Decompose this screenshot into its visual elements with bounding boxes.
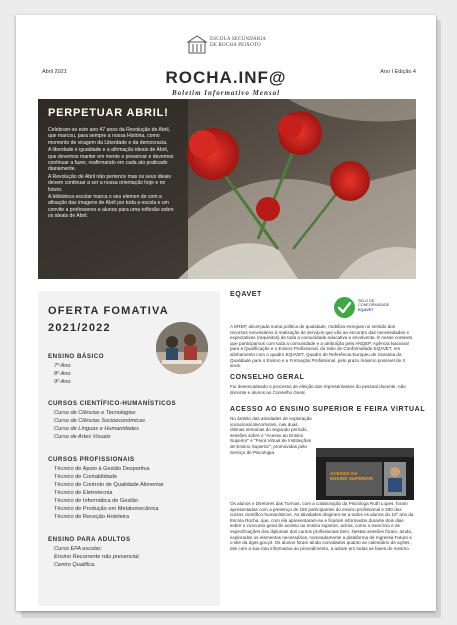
hero-paragraph: A Revolução de Abril não pertence mas os seus ideais devem continuar a ser a nossa orientação hoje e no futuro.	[48, 173, 171, 193]
eqavet-seal-text	[358, 299, 414, 312]
list-item: Curso de Línguas e Humanidades	[54, 426, 139, 432]
conselho-heading: CONSELHO GERAL	[230, 374, 305, 381]
masthead-subtitle: Boletim Informativo Mensal	[171, 89, 281, 97]
eqavet-seal-line: EQAVET	[358, 307, 374, 312]
conselho-text: Foi desencadeado o processo de eleição dos representantes do pessoal docente, não docente e alunos ao Conselho Geral.	[230, 384, 406, 395]
hero-banner	[38, 99, 416, 279]
hero-paragraph: A biblioteca escolar marca o seu elemen de com a afixação das imagens de Abril por toda a escola e um convite a professores e alunos para uma reflexão sobre os ideais de Abril.	[48, 194, 174, 220]
issue-number: Ano I Edição 4	[380, 69, 416, 75]
newsletter-page	[16, 15, 436, 611]
school-name	[210, 37, 270, 49]
checkmark-icon	[334, 297, 355, 318]
eqavet-seal	[334, 297, 414, 321]
acesso-body: Os alunos e Diretores das Turmas, com a colaboração da Psicóloga Ruth Lopes, foram apresentadas com a presença de 180 participantes do ensino profissional e 260 dos cursos científico-humanísticos. As atividades dirigiram-se a todos os alunos do 12º ano da Escola Rocha, que, com ela apresentaram-se e ficaram informados durante dois dias sobre o concurso geral de acesso ao ensino superior, acima, como o exercício e as especificações dos diplomas dos cursos profissionais bem. Nestas sessões foram, ainda, explorados os elementos necessários, nomeadamente a plataforma de Ingressa Futuro e o site da dges.gov.pt. Os alunos foram ainda convidados quanto ao calendário de ações, tais com a sua rota informativa ao procedimento, a adotar em todas as fases do mesmo.	[230, 501, 414, 551]
adultos-heading: ENSINO PARA ADULTOS	[48, 536, 131, 543]
eqavet-heading: EQAVET	[230, 291, 262, 298]
ensino-basico-heading: ENSINO BÁSICO	[48, 353, 105, 360]
list-item: Centro Qualifica.	[54, 562, 96, 568]
students-photo	[156, 322, 208, 374]
hero-title: PERPETUAR ABRIL!	[48, 107, 169, 119]
list-item: Curso de Artes Visuais	[54, 434, 111, 440]
students-photo-image	[156, 322, 208, 374]
list-item: Curso de Ciências Socioeconómicas	[54, 418, 146, 424]
school-logo	[186, 34, 266, 58]
list-item: Técnico de Contabilidade	[54, 474, 118, 480]
list-item: 9º Ano	[54, 379, 71, 385]
list-item: Ensino Recorrente não presencial;	[54, 554, 140, 560]
oferta-formativa-panel	[38, 291, 220, 606]
list-item: Curso de Ciências e Tecnologias	[54, 410, 136, 416]
hero-paragraph: Celebram-se este ano 47 anos da Revolução de Abril, que marcou, para sempre a nossa História, como momento de viragem da Liberdade e da democracia.	[48, 127, 171, 146]
list-item: 8º Ano	[54, 371, 71, 377]
acesso-poster	[316, 448, 414, 500]
list-item: Técnico de Controlo de Qualidade Alimentar	[54, 482, 164, 488]
acesso-intro: No âmbito das atividades de exploração vocacional decorreram, nas duas últimas semanas do segundo período, sessões sobre o "Acesso ao Ensino Superior" e "Feira Virtual de Instituições de Ensino Superior", promovidas pelo Serviço de Psicologia.	[230, 416, 312, 455]
eqavet-seal-line: SELO DE	[358, 299, 375, 303]
school-emblem-icon	[186, 34, 208, 56]
list-item: Técnico de Produção em Metalomecânica	[54, 506, 159, 512]
cientifico-heading: CURSOS CIENTÍFICO-HUMANÍSTICOS	[48, 400, 177, 407]
list-item: 7º Ano	[54, 363, 71, 369]
issue-date: Abril 2021	[42, 69, 67, 75]
oferta-title: OFERTA FOMATIVA	[48, 305, 169, 317]
list-item: Técnico de Eletrotecnia	[54, 490, 113, 496]
oferta-year: 2021/2022	[48, 322, 111, 334]
acesso-heading: ACESSO AO ENSINO SUPERIOR E FEIRA VIRTUAL	[230, 406, 426, 413]
poster-label: ACESSO AO ENSINO SUPERIOR	[330, 471, 373, 481]
eqavet-text: A EREP, alicerçada numa política de qualidade, mobiliza energias no sentido dos recursos necessários à realização de serviços que vão ao encontro das necessidades e expectativas (requisitos) de toda a comunidade educativa e envolvente. É nesse contexto que participamos com toda a comunidade e a atribuição pela ANQEP, Agência Nacional para a Qualificação e o Ensino Profissional, do Selo de Conformidade EQAVET, em alinhamento com o quadro EQAVET, Quadro de Referência Europeu de Garantia da Qualidade para o Ensino e a Formação Profissional, pelo prazo máximo possível de 3 anos.	[230, 324, 413, 369]
eqavet-check-icon	[334, 297, 355, 318]
list-item: Curso EFA escolar;	[54, 546, 102, 552]
list-item: Técnico de Apoio à Gestão Desportiva	[54, 466, 150, 472]
school-name-line-1: ESCOLA SECUNDÁRIA	[210, 37, 267, 42]
hero-paragraph: A liberdade e igualdade e a afirmação ideais de Abril, que devemos manter em mente e preservar e devemos continuar a fazer, reafirmando em cada ato praticado diariamente.	[48, 147, 174, 173]
school-name-line-2: DE ROCHA PEIXOTO	[210, 43, 261, 48]
profissionais-heading: CURSOS PROFISSIONAIS	[48, 456, 135, 463]
list-item: Técnico de Receção Hoteleira	[54, 514, 129, 520]
hero-text	[48, 127, 174, 221]
list-item: Técnico de Informática de Gestão	[54, 498, 138, 504]
masthead-title: ROCHA.INF@	[165, 68, 287, 87]
eqavet-seal-line: CONFORMIDADE	[358, 303, 390, 308]
